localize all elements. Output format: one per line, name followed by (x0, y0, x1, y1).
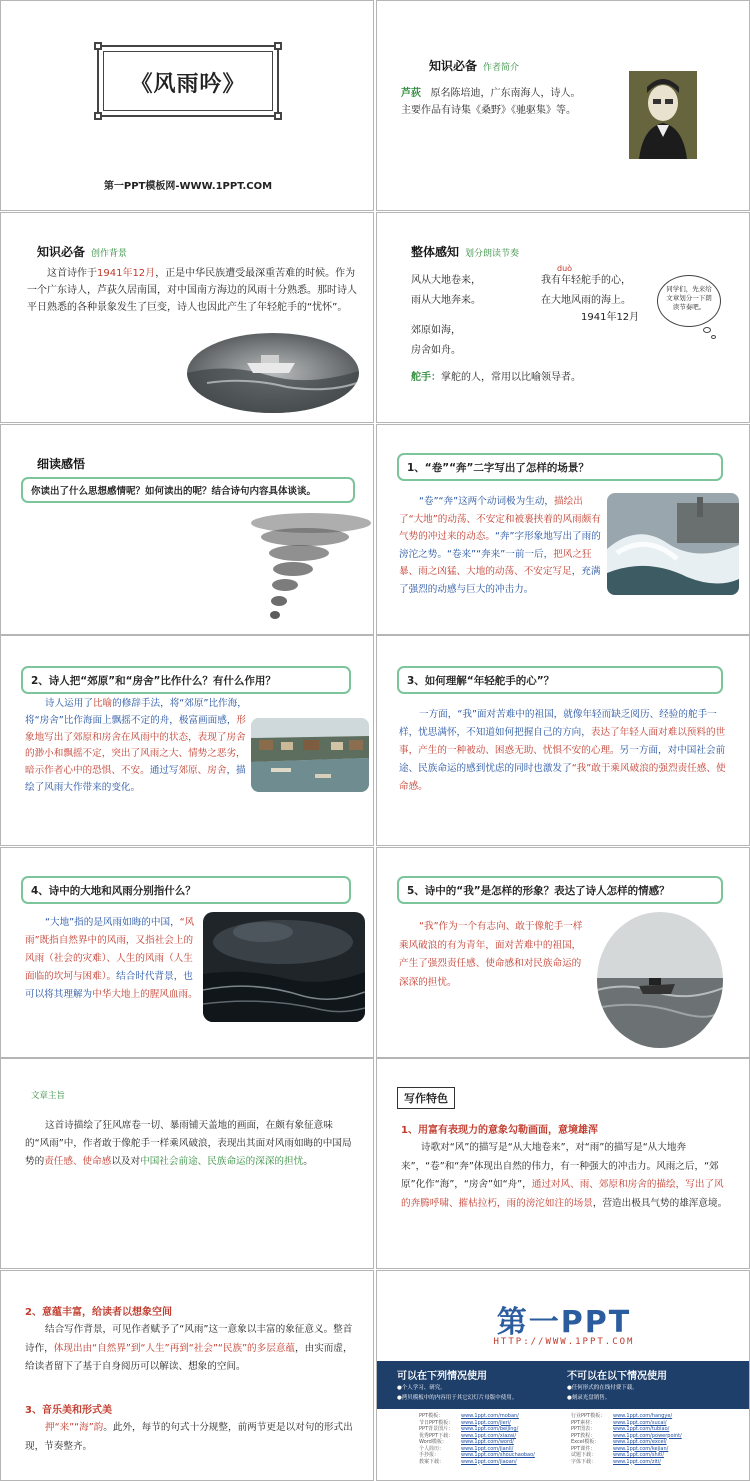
slide-q1[interactable] (376, 424, 750, 635)
background-text: 这首诗作于1941年12月，正是中华民族遭受最深重苦难的时候。作为一个广东诗人，芦荻久居南国，对中国南方海边的风雨十分熟悉。那时诗人平日熟悉的各种景象发生了巨变，诗人也因此产生了年轻舵手的“忧怀”。 (27, 268, 357, 313)
feature-text: 诗歌对“风”的描写是“从大地卷来”，对“雨”的描写是“从大地奔来”，“卷”和“奔”体现出自然的伟力，有一种强大的冲击力。风雨之后，“郊原”化作“海”，“房舍”如“舟”，通过对风、雨、郊原和房舍的描绘，写出了风的奔腾呼啸、摧枯拉朽，雨的滂沱如注的场景，营造出极具气势的雄浑意境。 (401, 1142, 728, 1209)
author-name: 芦荻 (401, 88, 421, 99)
slide-copyright[interactable] (376, 1270, 750, 1481)
waves-photo (607, 493, 739, 595)
slide-rhythm[interactable] (376, 212, 750, 423)
storm-sea-photo (187, 333, 359, 413)
pinyin-note: duò (557, 264, 573, 273)
slide-author[interactable] (376, 0, 750, 211)
question-box: 你读出了什么思想感情呢？如何读出的呢？结合诗句内容具体谈谈。 (21, 477, 355, 503)
section-subheading: 作者简介 (483, 63, 520, 73)
feature-text: 结合写作背景，可见作者赋予了“风雨”这一意象以丰富的象征意义。整首诗作，体现出由“自然界”到“人生”再到“社会”“民族”的多层意蕴，由实而虚，给读者留下了基于自身阅历可以解读、想象的空间。 (25, 1324, 353, 1372)
question-box: 5、诗中的“我”是怎样的形象？表达了诗人怎样的情感？ (397, 876, 723, 904)
footer-link-row[interactable]: 教案下载： www.1ppt.com/jiaoan/ (419, 1458, 517, 1465)
footer-link-row[interactable]: 个人简历： www.1ppt.com/jianli/ (419, 1445, 514, 1452)
date-highlight: 1941年12月 (97, 268, 156, 279)
slide-background[interactable] (0, 212, 374, 423)
page-title: 《风雨吟》 (130, 72, 246, 97)
answer-text: “我”作为一个有志向、敢于像舵手一样乘风破浪的有为青年，面对苦难中的祖国，产生了强烈责任感、使命感和对民族命运的深深的担忧。 (399, 921, 583, 988)
footer-link-row[interactable]: PPT图表： www.1ppt.com/tubiao/ (571, 1426, 670, 1432)
footer-link-row[interactable]: PPT教程： www.1ppt.com/powerpoint/ (571, 1432, 682, 1439)
footer-link-row[interactable]: 行业PPT模板： www.1ppt.com/hangye/ (571, 1413, 673, 1419)
slide-writing-features-2[interactable] (0, 1270, 374, 1481)
slide-q2[interactable] (0, 635, 374, 846)
section-heading: 细读感悟 (37, 457, 86, 471)
section-tag: 写作特色 (397, 1087, 455, 1109)
tornado-image (221, 509, 371, 631)
feature-text: 押“来”“海”韵。此外，每节的句式十分规整，前两节更是以对句的形式出现，节奏整齐。 (25, 1422, 353, 1452)
boat-waves-photo (597, 912, 723, 1048)
helmsman-note: 舵手：掌舵的人，常用以比喻领导者。 (411, 372, 581, 383)
slide-q3[interactable] (376, 635, 750, 846)
poem-stanza-2: 郊原如海， 房舍如舟。 (411, 325, 461, 356)
feature-heading: 2、意蕴丰富，给读者以想象空间 (25, 1307, 172, 1318)
speech-bubble: 同学们，先来给文章划分一下朗读节奏吧。 (657, 275, 721, 327)
bubble-dot (703, 327, 711, 333)
section-heading: 整体感知 划分朗读节奏 (411, 245, 520, 259)
theme-label: 文章主旨 (31, 1091, 66, 1101)
section-heading: 知识必备 创作背景 (37, 245, 128, 259)
brand-url[interactable]: HTTP://WWW.1PPT.COM (493, 1337, 635, 1347)
footer-link-row[interactable]: 字体下载： www.1ppt.com/ziti/ (571, 1458, 661, 1465)
author-text: 芦荻 原名陈培迪，广东南海人，诗人。 主要作品有诗集《桑野》《驰驱集》等。 (401, 88, 581, 116)
link-list-left (419, 1413, 569, 1465)
link-list-right (571, 1413, 731, 1465)
question-box: 3、如何理解“年轻舵手的心”？ (397, 666, 723, 694)
poem-stanza-1: 风从大地卷来， 我有年轻舵手的心， 雨从大地奔来。 在大地风雨的海上。 (411, 275, 631, 306)
bubble-dot (711, 335, 716, 339)
footer-link-row[interactable]: PPT背景图片： www.1ppt.com/beijing/ (419, 1426, 519, 1432)
slide-writing-features[interactable] (376, 1058, 750, 1269)
dark-storm-photo (203, 912, 365, 1022)
footer-link-row[interactable]: 优秀PPT下载： www.1ppt.com/xiazai/ (419, 1432, 517, 1439)
question-box: 2、诗人把“郊原”和“房舍”比作什么？有什么作用？ (21, 666, 351, 694)
answer-text: 一方面，“我”面对苦难中的祖国，就像年轻而缺乏阅历、经验的舵手一样，忧思满怀，不知道如何把握自己的方向，表达了年轻人面对难以预料的世事，产生的一种被动、困惑无助、忧惧不安的心理。另一方面，对中国社会前途、民族命运的感到忧虑的同时也激发了“我”敢于乘风破浪的强烈责任感、使命感。 (399, 709, 726, 792)
slide-q5[interactable] (376, 847, 750, 1058)
footer-link-row[interactable]: PPT素材： www.1ppt.com/sucai/ (571, 1419, 667, 1426)
section-heading: 知识必备 作者简介 (429, 59, 520, 73)
section-subheading: 划分朗读节奏 (465, 249, 520, 259)
footer-link-row[interactable]: Excel模板： www.1ppt.com/excel/ (571, 1439, 667, 1445)
feature-heading: 1、用富有表现力的意象勾勒画面，意境雄浑 (401, 1125, 598, 1136)
slide-theme[interactable] (0, 1058, 374, 1269)
question-box: 4、诗中的大地和风雨分别指什么？ (21, 876, 351, 904)
brand-logo: 第一PPT (496, 1305, 632, 1340)
slide-close-reading[interactable] (0, 424, 374, 635)
site-label: 第一PPT模板网-WWW.1PPT.COM (103, 181, 273, 192)
footer-link-row[interactable]: PPT模板： www.1ppt.com/moban/ (419, 1413, 519, 1419)
answer-text: “大地”指的是风雨如晦的中国，“风雨”既指自然界中的风雨，又指社会上的风雨（社会的灾难）、人生的风雨（人生面临的坎坷与困难）。结合时代背景，也可以将其理解为中华大地上的腥风血雨。 (25, 917, 198, 1000)
feature-heading: 3、音乐美和形式美 (25, 1405, 112, 1416)
section-subheading: 创作背景 (91, 249, 128, 259)
slide-q4[interactable] (0, 847, 374, 1058)
question-box: 1、“卷”“奔”二字写出了怎样的场景？ (397, 453, 723, 481)
answer-text: “卷”“奔”这两个动词极为生动，描绘出了“大地”的动荡、不安定和被裹挟着的风雨颇有气势的冲过来的动态。“奔”字形象地写出了雨的滂沱之势。“卷来”“奔来”一前一后，把风之狂暴、雨之凶猛、大地的动荡、不安定写足，充满了强烈的动感与巨大的冲击力。 (399, 496, 601, 595)
footer-link-row[interactable]: Word模板： www.1ppt.com/word/ (419, 1439, 514, 1445)
footer-link-row[interactable]: 手抄报： www.1ppt.com/shouchaobao/ (419, 1452, 535, 1458)
poem-date: 1941年12月 (581, 312, 640, 323)
author-portrait (629, 71, 697, 159)
theme-text: 这首诗描绘了狂风席卷一切、暴雨铺天盖地的画面，在颇有象征意味的“风雨”中，作者敢于像舵手一样乘风破浪，表现出其面对风雨如晦的中国局势的责任感、使命感以及对中国社会前途、民族命运的深深的担忧。 (25, 1120, 352, 1167)
answer-text: 诗人运用了比喻的修辞手法，将“郊原”比作海，将“房舍”比作海面上飘摇不定的舟，极富画面感，形象地写出了郊原和房舍在风雨中的状态，表现了房舍的渺小和飘摇不定，突出了风雨之大、情势之恶劣，暗示作者心中的恐惧、不安。通过写郊原、房舍，描绘了风雨大作带来的变化。 (25, 698, 247, 793)
footer-link-row[interactable]: PPT课件： www.1ppt.com/kejian/ (571, 1445, 669, 1452)
flooded-village-photo (251, 718, 369, 792)
slide-title[interactable] (0, 0, 374, 211)
usage-banner: 可以在下列情况使用 ●个人学习、研究。 ●拷贝模板中的内容用于其它幻灯片母版中使用。 不可以在以下情况使用 ●任何形式的在线付费下载。 ●刻录光盘销售。 (377, 1361, 750, 1409)
footer-link-row[interactable]: 节日PPT模板： www.1ppt.com/jieri/ (419, 1419, 511, 1426)
footer-link-row[interactable]: 试题下载： www.1ppt.com/shiti/ (571, 1452, 665, 1458)
